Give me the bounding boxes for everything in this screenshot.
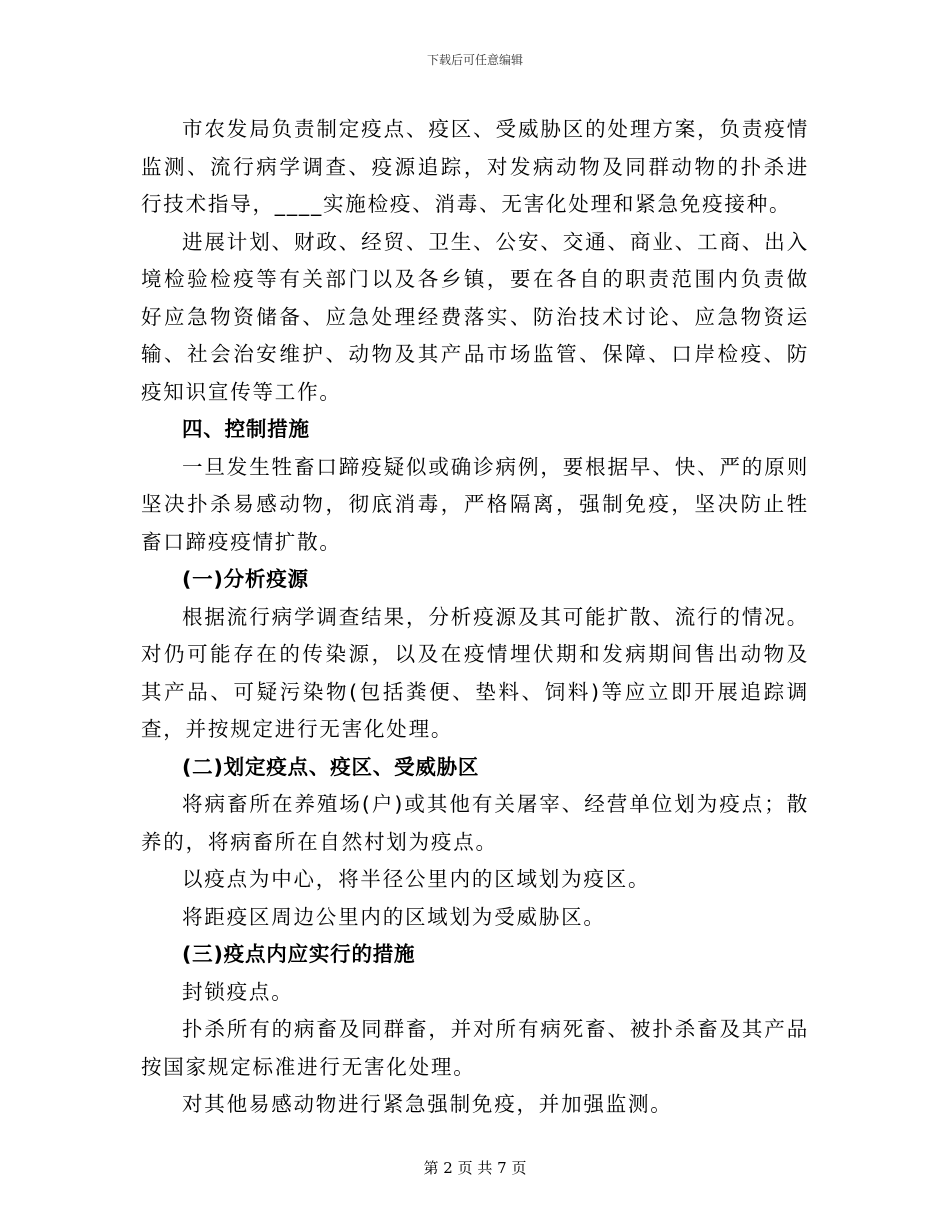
- paragraph: 以疫点为中心，将半径公里内的区域划为疫区。: [182, 867, 651, 891]
- paragraph: 将病畜所在养殖场(户)或其他有关屠宰、经营单位划为疫点；散养的，将病畜所在自然村划为疫点。: [141, 792, 809, 854]
- subsection-heading: (一)分析疫源: [182, 567, 309, 591]
- page-header: 下载后可任意编辑: [426, 53, 523, 67]
- paragraph: 进展计划、财政、经贸、卫生、公安、交通、商业、工商、出入境检验检疫等有关部门以及各乡镇，要在各自的职责范围内负责做好应急物资储备、应急处理经费落实、防治技术讨论、应急物资运输、社会治安维护、动物及其产品市场监管、保障、口岸检疫、防疫知识宣传等工作。: [141, 229, 809, 404]
- paragraph: 扑杀所有的病畜及同群畜，并对所有病死畜、被扑杀畜及其产品按国家规定标准进行无害化处理。: [141, 1017, 809, 1079]
- paragraph: 封锁疫点。: [182, 979, 294, 1004]
- paragraph: 市农发局负责制定疫点、疫区、受威胁区的处理方案，负责疫情监测、流行病学调查、疫源追踪，对发病动物及同群动物的扑杀进行技术指导，____实施检疫、消毒、无害化处理和紧急免疫接种。: [141, 117, 809, 216]
- page-number: 第 2 页 共 7 页: [423, 1159, 527, 1177]
- paragraph: 一旦发生牲畜口蹄疫疑似或确诊病例，要根据早、快、严的原则坚决扑杀易感动物，彻底消毒，严格隔离，强制免疫，坚决防止牲畜口蹄疫疫情扩散。: [141, 454, 809, 554]
- paragraph: 对其他易感动物进行紧急强制免疫，并加强监测。: [182, 1092, 673, 1116]
- document-body: [141, 111, 809, 1124]
- subsection-heading: (二)划定疫点、疫区、受威胁区: [182, 754, 480, 779]
- subsection-heading: (三)疫点内应实行的措施: [182, 942, 416, 966]
- paragraph: 根据流行病学调查结果，分析疫源及其可能扩散、流行的情况。对仍可能存在的传染源，以及在疫情埋伏期和发病期间售出动物及其产品、可疑污染物(包括粪便、垫料、饲料)等应立即开展追踪调查，并按规定进行无害化处理。: [141, 604, 809, 741]
- paragraph: 将距疫区周边公里内的区域划为受威胁区。: [182, 904, 606, 929]
- section-heading: 四、控制措施: [182, 417, 310, 441]
